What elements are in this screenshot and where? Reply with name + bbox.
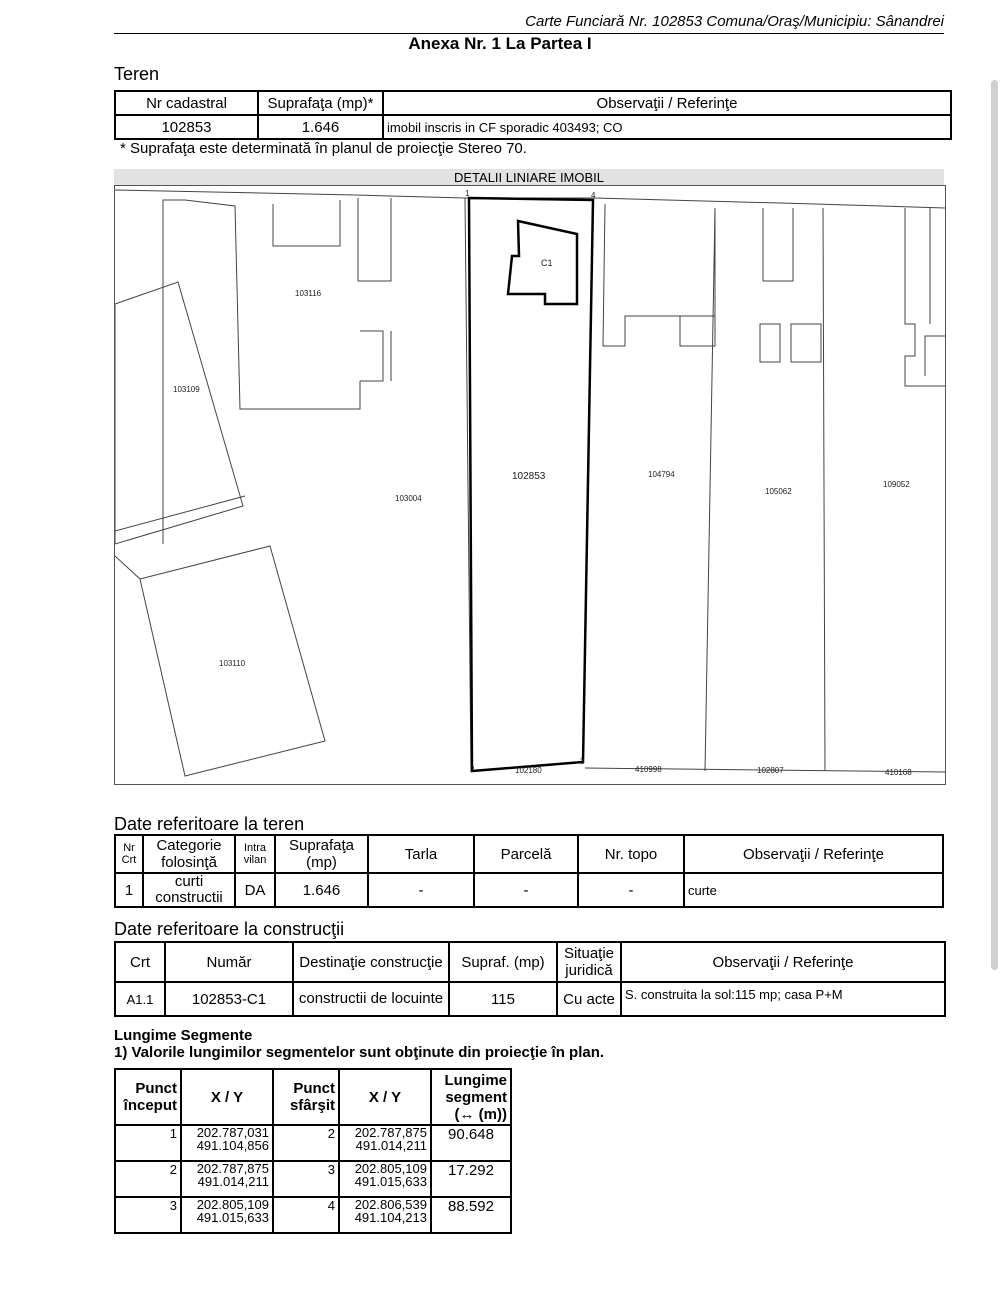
- parcel-label-103004: 103004: [395, 494, 422, 503]
- col-observatii: Observaţii / Referinţe: [621, 942, 945, 982]
- cell-observatii: imobil inscris in CF sporadic 403493; CO: [383, 115, 951, 139]
- cell-nr-cadastral: 102853: [115, 115, 258, 139]
- col-supraf: Supraf. (mp): [449, 942, 557, 982]
- col-suprafata: Suprafaţa (mp)*: [258, 91, 383, 115]
- col-nr-crt: Nr Crt: [115, 835, 143, 873]
- parcel-label-104794: 104794: [648, 470, 675, 479]
- boundary-label-102807: 102807: [757, 766, 784, 775]
- parcel-label-109052: 109052: [883, 480, 910, 489]
- document-header: Carte Funciară Nr. 102853 Comuna/Oraş/Municipiu: Sânandrei: [525, 13, 944, 30]
- cell-tarla: -: [368, 873, 474, 907]
- cell-intravilan: DA: [235, 873, 275, 907]
- cell-lungime: 88.592: [431, 1197, 511, 1233]
- scrollbar[interactable]: [991, 80, 998, 970]
- map-drawing: [115, 186, 945, 784]
- point-label-2: 2: [470, 765, 475, 774]
- col-punct-sfarsit: Punct sfârşit: [273, 1069, 339, 1125]
- cell-crt: A1.1: [115, 982, 165, 1016]
- col-destinatie: Destinaţie construcţie: [293, 942, 449, 982]
- cell-start: 2: [115, 1161, 181, 1197]
- cadastral-map: [114, 185, 946, 785]
- boundary-label-410168: 410168: [885, 768, 912, 777]
- cell-parcela: -: [474, 873, 578, 907]
- col-xy-start: X / Y: [181, 1069, 273, 1125]
- section-teren: Teren: [114, 64, 160, 84]
- table-row: [115, 982, 945, 1016]
- col-parcela: Parcelă: [474, 835, 578, 873]
- cell-end: 2: [273, 1125, 339, 1161]
- cell-numar: 102853-C1: [165, 982, 293, 1016]
- cell-observatii: S. construita la sol:115 mp; casa P+M: [621, 982, 945, 1016]
- point-label-4: 4: [591, 191, 596, 200]
- map-title: DETALII LINIARE IMOBIL: [114, 169, 944, 185]
- cell-xy-end: 202.806,539 491.104,213: [339, 1197, 431, 1233]
- cell-start: 1: [115, 1125, 181, 1161]
- col-punct-inceput: Punct început: [115, 1069, 181, 1125]
- cell-suprafata: 1.646: [275, 873, 368, 907]
- surface-note: * Suprafaţa este determinată în planul de proiecţie Stereo 70.: [120, 140, 527, 157]
- cell-lungime: 17.292: [431, 1161, 511, 1197]
- segmente-title: Lungime Segmente: [114, 1027, 253, 1044]
- parcel-label-105062: 105062: [765, 487, 792, 496]
- table-header-row: [115, 835, 943, 873]
- table-row: [115, 115, 951, 139]
- segmente-table: [114, 1068, 512, 1234]
- col-observatii: Observaţii / Referinţe: [383, 91, 951, 115]
- col-numar: Număr: [165, 942, 293, 982]
- cell-lungime: 90.648: [431, 1125, 511, 1161]
- cell-nr-crt: 1: [115, 873, 143, 907]
- date-constructii-table: [114, 941, 946, 1017]
- cell-nr-topo: -: [578, 873, 684, 907]
- cell-destinatie: constructii de locuinte: [293, 982, 449, 1016]
- col-categorie: Categorie folosinţă: [143, 835, 235, 873]
- section-date-teren: Date referitoare la teren: [114, 814, 305, 834]
- date-teren-table: [114, 834, 944, 908]
- annex-title: Anexa Nr. 1 La Partea I: [408, 34, 592, 53]
- cell-xy-start: 202.805,109 491.015,633: [181, 1197, 273, 1233]
- table-header-row: [115, 1069, 511, 1125]
- segmente-subtitle: 1) Valorile lungimilor segmentelor sunt obţinute din proiecţie în plan.: [114, 1044, 605, 1061]
- cell-supraf: 115: [449, 982, 557, 1016]
- col-observatii: Observaţii / Referinţe: [684, 835, 943, 873]
- cell-categorie: curti constructii: [143, 873, 235, 907]
- col-crt: Crt: [115, 942, 165, 982]
- teren-table: [114, 90, 952, 140]
- table-row: [115, 1125, 511, 1161]
- cell-suprafata: 1.646: [258, 115, 383, 139]
- cell-xy-start: 202.787,875 491.014,211: [181, 1161, 273, 1197]
- table-row: [115, 873, 943, 907]
- col-situatie: Situaţie juridică: [557, 942, 621, 982]
- section-date-constructii: Date referitoare la construcţii: [114, 919, 345, 939]
- table-row: [115, 1197, 511, 1233]
- col-intravilan: Intra vilan: [235, 835, 275, 873]
- col-suprafata: Suprafaţa (mp): [275, 835, 368, 873]
- parcel-label-103110: 103110: [219, 659, 246, 668]
- point-label-3: 3: [580, 757, 585, 766]
- col-xy-end: X / Y: [339, 1069, 431, 1125]
- building-label-c1: C1: [541, 258, 553, 268]
- parcel-label-102853: 102853: [512, 471, 546, 482]
- cell-end: 4: [273, 1197, 339, 1233]
- cell-end: 3: [273, 1161, 339, 1197]
- table-header-row: [115, 942, 945, 982]
- cell-situatie: Cu acte: [557, 982, 621, 1016]
- parcel-label-103116: 103116: [295, 289, 322, 298]
- point-label-1: 1: [465, 189, 470, 198]
- table-header-row: [115, 91, 951, 115]
- boundary-label-410998: 410998: [635, 765, 662, 774]
- cell-observatii: curte: [684, 873, 943, 907]
- cell-xy-start: 202.787,031 491.104,856: [181, 1125, 273, 1161]
- table-row: [115, 1161, 511, 1197]
- cell-start: 3: [115, 1197, 181, 1233]
- col-tarla: Tarla: [368, 835, 474, 873]
- cell-xy-end: 202.805,109 491.015,633: [339, 1161, 431, 1197]
- boundary-label-102180: 102180: [515, 766, 542, 775]
- col-nr-cadastral: Nr cadastral: [115, 91, 258, 115]
- col-lungime: Lungime segment (↔ (m)): [431, 1069, 511, 1125]
- cell-xy-end: 202.787,875 491.014,211: [339, 1125, 431, 1161]
- col-nr-topo: Nr. topo: [578, 835, 684, 873]
- parcel-label-103109: 103109: [173, 385, 200, 394]
